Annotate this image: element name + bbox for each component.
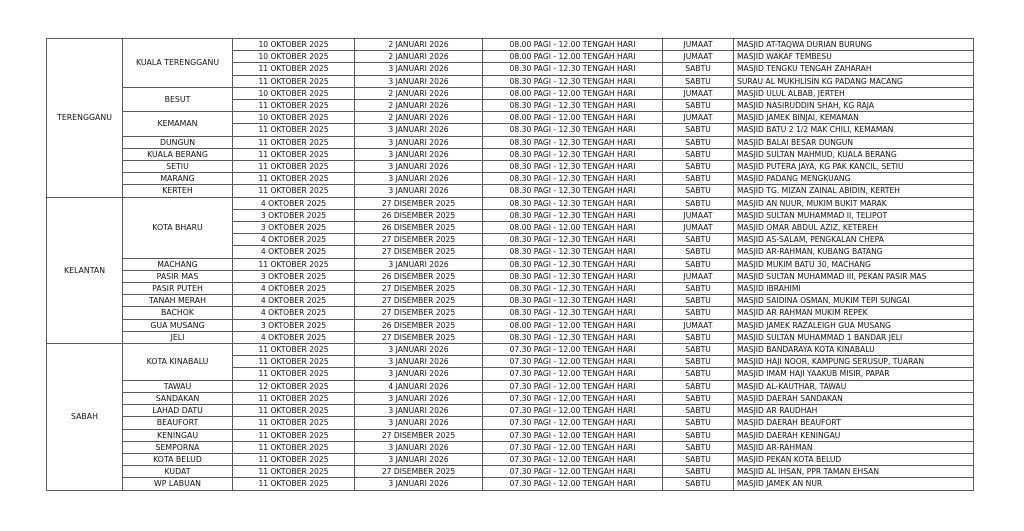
end-date-cell: 3 JANUARI 2026 [355,417,483,429]
location-cell: MASJID AR-RAHMAN, KUBANG BATANG [734,246,974,258]
district-cell: BESUT [123,87,233,111]
day-cell: JUMAAT [663,51,734,63]
time-cell: 08.30 PAGI - 12.30 TENGAH HARI [483,270,663,282]
location-cell: MASJID AR-RAHMAN [734,441,974,453]
day-cell: SABTU [663,258,734,270]
time-cell: 07.30 PAGI - 12.00 TENGAH HARI [483,453,663,465]
location-cell: MASJID BATU 2 1/2 MAK CHILI, KEMAMAN [734,124,974,136]
start-date-cell: 11 OKTOBER 2025 [233,405,355,417]
location-cell: MASJID BALAI BESAR DUNGUN [734,136,974,148]
district-cell: SANDAKAN [123,392,233,404]
time-cell: 08.30 PAGI - 12.30 TENGAH HARI [483,63,663,75]
location-cell: MASJID NASIRUDDIN SHAH, KG RAJA [734,100,974,112]
location-cell: MASJID DAERAH BEAUFORT [734,417,974,429]
table-row [47,270,974,282]
table-row [47,39,974,51]
time-cell: 08.30 PAGI - 12.30 TENGAH HARI [483,124,663,136]
start-date-cell: 11 OKTOBER 2025 [233,136,355,148]
start-date-cell: 11 OKTOBER 2025 [233,124,355,136]
location-cell: MASJID SAIDINA OSMAN, MUKIM TEPI SUNGAI [734,295,974,307]
district-cell: KEMAMAN [123,112,233,136]
start-date-cell: 11 OKTOBER 2025 [233,75,355,87]
start-date-cell: 11 OKTOBER 2025 [233,63,355,75]
location-cell: MASJID AL IHSAN, PPR TAMAN EHSAN [734,466,974,478]
end-date-cell: 3 JANUARI 2026 [355,356,483,368]
table-row [47,136,974,148]
time-cell: 07.30 PAGI - 12.00 TENGAH HARI [483,368,663,380]
end-date-cell: 3 JANUARI 2026 [355,63,483,75]
day-cell: SABTU [663,429,734,441]
district-cell: KOTA KINABALU [123,344,233,381]
location-cell: MASJID SULTAN MUHAMMAD III, PEKAN PASIR MAS [734,270,974,282]
location-cell: MASJID TG. MIZAN ZAINAL ABIDIN, KERTEH [734,185,974,197]
day-cell: SABTU [663,405,734,417]
start-date-cell: 3 OKTOBER 2025 [233,222,355,234]
location-cell: MASJID IBRAHIMI [734,283,974,295]
location-cell: MASJID SULTAN MAHMUD, KUALA BERANG [734,148,974,160]
time-cell: 07.30 PAGI - 12.00 TENGAH HARI [483,429,663,441]
time-cell: 07.30 PAGI - 12.00 TENGAH HARI [483,417,663,429]
start-date-cell: 11 OKTOBER 2025 [233,368,355,380]
time-cell: 08.00 PAGI - 12.00 TENGAH HARI [483,319,663,331]
end-date-cell: 2 JANUARI 2026 [355,112,483,124]
district-cell: SETIU [123,161,233,173]
start-date-cell: 4 OKTOBER 2025 [233,234,355,246]
day-cell: SABTU [663,331,734,343]
district-cell: MARANG [123,173,233,185]
state-cell: TERENGGANU [47,39,123,198]
schedule-table [46,38,974,491]
end-date-cell: 26 DISEMBER 2025 [355,270,483,282]
location-cell: MASJID WAKAF TEMBESU [734,51,974,63]
time-cell: 07.30 PAGI - 12.00 TENGAH HARI [483,344,663,356]
start-date-cell: 4 OKTOBER 2025 [233,197,355,209]
time-cell: 07.30 PAGI - 12.00 TENGAH HARI [483,466,663,478]
location-cell: MASJID JAMEK RAZALEIGH GUA MUSANG [734,319,974,331]
end-date-cell: 3 JANUARI 2026 [355,453,483,465]
time-cell: 08.30 PAGI - 12.30 TENGAH HARI [483,307,663,319]
end-date-cell: 26 DISEMBER 2025 [355,319,483,331]
start-date-cell: 10 OKTOBER 2025 [233,51,355,63]
day-cell: SABTU [663,185,734,197]
district-cell: WP LABUAN [123,478,233,490]
district-cell: KOTA BHARU [123,197,233,258]
location-cell: MASJID OMAR ABDUL AZIZ, KETEREH [734,222,974,234]
district-cell: KUDAT [123,466,233,478]
day-cell: SABTU [663,380,734,392]
end-date-cell: 27 DISEMBER 2025 [355,295,483,307]
state-cell: SABAH [47,344,123,490]
end-date-cell: 27 DISEMBER 2025 [355,234,483,246]
state-cell: KELANTAN [47,197,123,343]
start-date-cell: 3 OKTOBER 2025 [233,209,355,221]
day-cell: SABTU [663,344,734,356]
district-cell: KERTEH [123,185,233,197]
time-cell: 08.00 PAGI - 12.00 TENGAH HARI [483,112,663,124]
district-cell: JELI [123,331,233,343]
schedule-table-body [47,39,974,491]
start-date-cell: 11 OKTOBER 2025 [233,478,355,490]
day-cell: SABTU [663,124,734,136]
start-date-cell: 4 OKTOBER 2025 [233,331,355,343]
table-row [47,417,974,429]
start-date-cell: 11 OKTOBER 2025 [233,100,355,112]
time-cell: 08.30 PAGI - 12.30 TENGAH HARI [483,173,663,185]
day-cell: SABTU [663,197,734,209]
end-date-cell: 27 DISEMBER 2025 [355,307,483,319]
start-date-cell: 3 OKTOBER 2025 [233,319,355,331]
time-cell: 07.30 PAGI - 12.00 TENGAH HARI [483,392,663,404]
table-row [47,148,974,160]
start-date-cell: 11 OKTOBER 2025 [233,258,355,270]
time-cell: 07.30 PAGI - 12.00 TENGAH HARI [483,405,663,417]
day-cell: SABTU [663,283,734,295]
time-cell: 08.30 PAGI - 12.30 TENGAH HARI [483,100,663,112]
table-row [47,344,974,356]
time-cell: 07.30 PAGI - 12.00 TENGAH HARI [483,356,663,368]
table-row [47,453,974,465]
end-date-cell: 3 JANUARI 2026 [355,258,483,270]
day-cell: SABTU [663,75,734,87]
day-cell: SABTU [663,417,734,429]
start-date-cell: 11 OKTOBER 2025 [233,356,355,368]
end-date-cell: 3 JANUARI 2026 [355,75,483,87]
table-row [47,185,974,197]
table-row [47,466,974,478]
district-cell: BEAUFORT [123,417,233,429]
location-cell: MASJID JAMEK AN NUR [734,478,974,490]
time-cell: 08.30 PAGI - 12.30 TENGAH HARI [483,258,663,270]
location-cell: MASJID ULUL ALBAB, JERTEH [734,87,974,99]
location-cell: MASJID PUTERA JAYA, KG PAK KANCIL, SETIU [734,161,974,173]
start-date-cell: 11 OKTOBER 2025 [233,148,355,160]
end-date-cell: 2 JANUARI 2026 [355,51,483,63]
start-date-cell: 11 OKTOBER 2025 [233,392,355,404]
end-date-cell: 3 JANUARI 2026 [355,392,483,404]
district-cell: DUNGUN [123,136,233,148]
table-row [47,380,974,392]
start-date-cell: 11 OKTOBER 2025 [233,441,355,453]
table-row [47,307,974,319]
district-cell: MACHANG [123,258,233,270]
end-date-cell: 3 JANUARI 2026 [355,405,483,417]
table-row [47,319,974,331]
time-cell: 08.30 PAGI - 12.30 TENGAH HARI [483,283,663,295]
end-date-cell: 3 JANUARI 2026 [355,124,483,136]
day-cell: SABTU [663,295,734,307]
start-date-cell: 11 OKTOBER 2025 [233,185,355,197]
day-cell: JUMAAT [663,39,734,51]
location-cell: MASJID DAERAH KENINGAU [734,429,974,441]
time-cell: 08.30 PAGI - 12.30 TENGAH HARI [483,148,663,160]
day-cell: SABTU [663,466,734,478]
start-date-cell: 11 OKTOBER 2025 [233,453,355,465]
day-cell: JUMAAT [663,87,734,99]
end-date-cell: 27 DISEMBER 2025 [355,466,483,478]
time-cell: 07.30 PAGI - 12.00 TENGAH HARI [483,380,663,392]
end-date-cell: 2 JANUARI 2026 [355,100,483,112]
time-cell: 08.30 PAGI - 12.30 TENGAH HARI [483,136,663,148]
end-date-cell: 3 JANUARI 2026 [355,173,483,185]
day-cell: SABTU [663,234,734,246]
district-cell: KOTA BELUD [123,453,233,465]
start-date-cell: 10 OKTOBER 2025 [233,39,355,51]
time-cell: 08.00 PAGI - 12.00 TENGAH HARI [483,39,663,51]
day-cell: SABTU [663,246,734,258]
day-cell: SABTU [663,441,734,453]
end-date-cell: 3 JANUARI 2026 [355,478,483,490]
location-cell: MASJID BANDARAYA KOTA KINABALU [734,344,974,356]
end-date-cell: 27 DISEMBER 2025 [355,429,483,441]
day-cell: JUMAAT [663,112,734,124]
time-cell: 08.30 PAGI - 12.30 TENGAH HARI [483,185,663,197]
start-date-cell: 11 OKTOBER 2025 [233,161,355,173]
table-row [47,392,974,404]
table-row [47,405,974,417]
time-cell: 08.30 PAGI - 12.30 TENGAH HARI [483,331,663,343]
end-date-cell: 2 JANUARI 2026 [355,39,483,51]
day-cell: JUMAAT [663,209,734,221]
district-cell: KENINGAU [123,429,233,441]
time-cell: 08.30 PAGI - 12.30 TENGAH HARI [483,246,663,258]
day-cell: SABTU [663,356,734,368]
table-row [47,441,974,453]
end-date-cell: 3 JANUARI 2026 [355,344,483,356]
time-cell: 08.30 PAGI - 12.30 TENGAH HARI [483,197,663,209]
day-cell: SABTU [663,100,734,112]
table-row [47,112,974,124]
end-date-cell: 2 JANUARI 2026 [355,87,483,99]
end-date-cell: 3 JANUARI 2026 [355,441,483,453]
start-date-cell: 11 OKTOBER 2025 [233,417,355,429]
time-cell: 08.30 PAGI - 12.30 TENGAH HARI [483,161,663,173]
district-cell: TAWAU [123,380,233,392]
location-cell: MASJID SULTAN MUHAMMAD 1 BANDAR JELI [734,331,974,343]
location-cell: MASJID AS-SALAM, PENGKALAN CHEPA [734,234,974,246]
district-cell: KUALA TERENGGANU [123,39,233,88]
end-date-cell: 27 DISEMBER 2025 [355,197,483,209]
location-cell: MASJID AT-TAQWA DURIAN BURUNG [734,39,974,51]
table-row [47,161,974,173]
end-date-cell: 3 JANUARI 2026 [355,161,483,173]
table-row [47,197,974,209]
end-date-cell: 3 JANUARI 2026 [355,185,483,197]
district-cell: PASIR PUTEH [123,283,233,295]
location-cell: MASJID AN NUUR, MUKIM BUKIT MARAK [734,197,974,209]
start-date-cell: 11 OKTOBER 2025 [233,344,355,356]
day-cell: SABTU [663,148,734,160]
location-cell: MASJID AL-KAUTHAR, TAWAU [734,380,974,392]
day-cell: SABTU [663,453,734,465]
end-date-cell: 26 DISEMBER 2025 [355,209,483,221]
day-cell: JUMAAT [663,222,734,234]
district-cell: TANAH MERAH [123,295,233,307]
location-cell: MASJID AR RAHMAN MUKIM REPEK [734,307,974,319]
end-date-cell: 3 JANUARI 2026 [355,136,483,148]
time-cell: 07.30 PAGI - 12.00 TENGAH HARI [483,478,663,490]
district-cell: GUA MUSANG [123,319,233,331]
location-cell: MASJID DAERAH SANDAKAN [734,392,974,404]
table-row [47,331,974,343]
district-cell: BACHOK [123,307,233,319]
location-cell: MASJID TENGKU TENGAH ZAHARAH [734,63,974,75]
table-row [47,295,974,307]
table-row [47,173,974,185]
day-cell: JUMAAT [663,270,734,282]
location-cell: MASJID PADANG MENGKUANG [734,173,974,185]
end-date-cell: 27 DISEMBER 2025 [355,331,483,343]
start-date-cell: 4 OKTOBER 2025 [233,295,355,307]
time-cell: 08.30 PAGI - 12.30 TENGAH HARI [483,75,663,87]
day-cell: SABTU [663,173,734,185]
table-row [47,478,974,490]
location-cell: MASJID IMAM HAJI YAAKUB MISIR, PAPAR [734,368,974,380]
day-cell: SABTU [663,307,734,319]
district-cell: KUALA BERANG [123,148,233,160]
location-cell: MASJID PEKAN KOTA BELUD [734,453,974,465]
end-date-cell: 26 DISEMBER 2025 [355,222,483,234]
time-cell: 07.30 PAGI - 12.00 TENGAH HARI [483,441,663,453]
table-row [47,87,974,99]
end-date-cell: 27 DISEMBER 2025 [355,283,483,295]
table-row [47,429,974,441]
start-date-cell: 11 OKTOBER 2025 [233,466,355,478]
day-cell: SABTU [663,63,734,75]
district-cell: SEMPORNA [123,441,233,453]
start-date-cell: 10 OKTOBER 2025 [233,112,355,124]
district-cell: PASIR MAS [123,270,233,282]
time-cell: 08.30 PAGI - 12.30 TENGAH HARI [483,295,663,307]
start-date-cell: 4 OKTOBER 2025 [233,246,355,258]
time-cell: 08.00 PAGI - 12.00 TENGAH HARI [483,222,663,234]
end-date-cell: 3 JANUARI 2026 [355,368,483,380]
start-date-cell: 4 OKTOBER 2025 [233,307,355,319]
end-date-cell: 27 DISEMBER 2025 [355,246,483,258]
day-cell: SABTU [663,478,734,490]
end-date-cell: 3 JANUARI 2026 [355,148,483,160]
day-cell: SABTU [663,136,734,148]
location-cell: MASJID MUKIM BATU 30, MACHANG [734,258,974,270]
district-cell: LAHAD DATU [123,405,233,417]
location-cell: MASJID AR RAUDHAH [734,405,974,417]
table-row [47,258,974,270]
day-cell: SABTU [663,392,734,404]
start-date-cell: 11 OKTOBER 2025 [233,173,355,185]
day-cell: JUMAAT [663,319,734,331]
start-date-cell: 12 OKTOBER 2025 [233,380,355,392]
time-cell: 08.00 PAGI - 12.00 TENGAH HARI [483,87,663,99]
location-cell: MASJID HAJI NOOR, KAMPUNG SERUSUP, TUARAN [734,356,974,368]
start-date-cell: 10 OKTOBER 2025 [233,87,355,99]
location-cell: SURAU AL MUKHLISIN KG PADANG MACANG [734,75,974,87]
start-date-cell: 11 OKTOBER 2025 [233,429,355,441]
end-date-cell: 4 JANUARI 2026 [355,380,483,392]
location-cell: MASJID SULTAN MUHAMMAD II, TELIPOT [734,209,974,221]
location-cell: MASJID JAMEK BINJAI, KEMAMAN [734,112,974,124]
day-cell: SABTU [663,161,734,173]
time-cell: 08.30 PAGI - 12.30 TENGAH HARI [483,209,663,221]
start-date-cell: 4 OKTOBER 2025 [233,283,355,295]
start-date-cell: 3 OKTOBER 2025 [233,270,355,282]
time-cell: 08.00 PAGI - 12.00 TENGAH HARI [483,51,663,63]
time-cell: 08.30 PAGI - 12.30 TENGAH HARI [483,234,663,246]
day-cell: SABTU [663,368,734,380]
table-row [47,283,974,295]
